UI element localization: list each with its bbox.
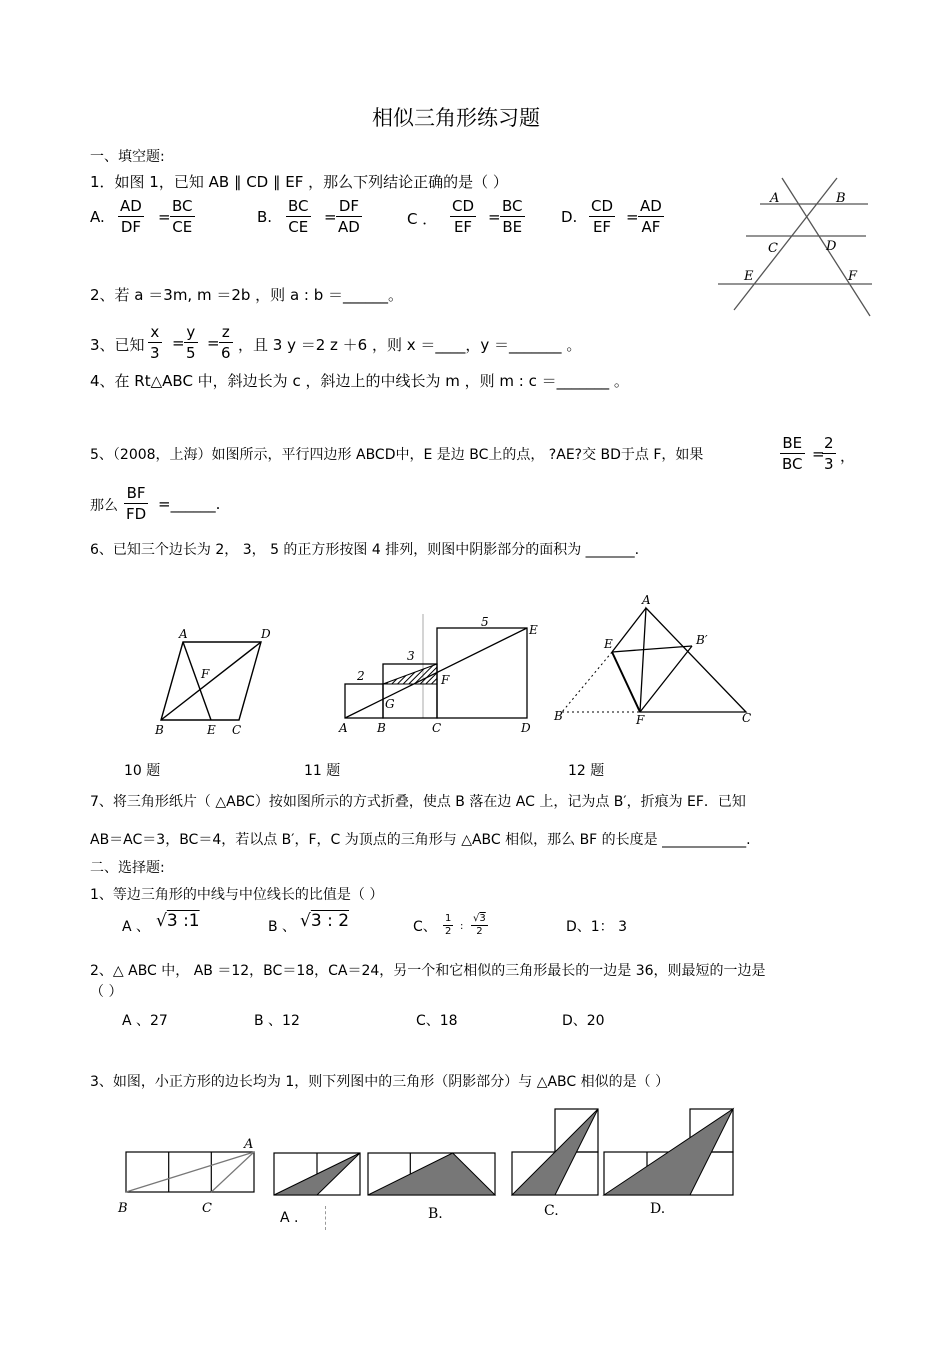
q2-text: 2、若 a ＝3m, m ＝2b ，则 a : b ＝______。: [90, 286, 404, 304]
c2-paren: （ ）: [90, 984, 123, 1000]
q3-eq-1: =: [172, 334, 185, 352]
c1-option-b-label: B 、: [268, 919, 297, 935]
fig11-label-d: D: [521, 721, 531, 735]
q1-option-a-label: A.: [90, 208, 105, 226]
fig10-label-b: B: [155, 723, 164, 737]
caption-fig10: 10 题: [124, 763, 161, 779]
q3-prefix: 3、已知: [90, 336, 145, 354]
fig10-label-c: C: [232, 723, 242, 737]
c1-c-frac-2: $\frac{√3}{2}$: [473, 913, 486, 937]
fig10-label-f: F: [201, 667, 210, 681]
fig11-label-e: E: [529, 623, 538, 637]
q1-stem: 1．如图 1，已知 AB ∥ CD ∥ EF ，那么下列结论正确的是（ ）: [90, 173, 508, 191]
q1-c-right-frac: $\frac{BC}{BE}$: [502, 197, 523, 236]
q3-eq-2: =: [207, 334, 220, 352]
c1-stem: 1、等边三角形的中线与中位线长的比值是（ ）: [90, 887, 384, 903]
section-choice: 二、选择题:: [90, 860, 165, 876]
c2-stem: 2、△ ABC 中， AB ＝12，BC＝18，CA＝24，另一个和它相似的三角形最长的一边是 36，则最短的一边是: [90, 963, 766, 979]
c1-option-a-value: 3 :1: [166, 911, 200, 931]
caption-fig12: 12 题: [568, 763, 605, 779]
q1-c-left-frac: $\frac{CD}{EF}$: [452, 197, 475, 236]
c3-option-d: D.: [650, 1201, 666, 1217]
fig11-label-5: 5: [481, 615, 489, 629]
fig11-label-f: F: [441, 673, 450, 687]
q1-a-right-frac: $\frac{BC}{CE}$: [172, 197, 193, 236]
q5-line2-suffix: =______.: [158, 495, 221, 513]
page-title: 相似三角形练习题: [372, 106, 540, 130]
fig10-label-a: A: [179, 627, 188, 641]
c3-label-c: C: [202, 1201, 212, 1216]
fig11-label-b: B: [377, 721, 386, 735]
fig12-label-b: B: [554, 709, 563, 723]
fig11-label-a: A: [339, 721, 348, 735]
c3-label-b: B: [118, 1201, 128, 1216]
c3-stem: 3、如图，小正方形的边长均为 1，则下列图中的三角形（阴影部分）与 △ABC 相似的是（ ）: [90, 1074, 670, 1090]
c3-option-a: A .: [280, 1210, 299, 1226]
q5-comma: ，: [840, 447, 856, 465]
q3-frac-z: $\frac{z}{6}$: [221, 323, 231, 362]
c1-option-d: D、1： 3: [566, 919, 628, 935]
c1-option-a-label: A 、: [122, 919, 151, 935]
c3-figure-option-a: [272, 1150, 364, 1200]
c3-option-b: B.: [428, 1206, 443, 1222]
q1-c-eq: =: [488, 208, 501, 226]
q1-d-left-frac: $\frac{CD}{EF}$: [591, 197, 614, 236]
fig1-label-b: B: [836, 191, 846, 206]
fig12-label-c: C: [742, 711, 752, 725]
c1-c-colon: :: [460, 921, 464, 932]
q1-a-eq: =: [158, 208, 171, 226]
c2-option-a: A 、27: [122, 1013, 168, 1029]
fig1-label-c: C: [768, 241, 778, 256]
c2-option-d: D、20: [562, 1013, 605, 1029]
c1-option-c-label: C、: [413, 919, 437, 935]
q5-text: 5、（2008，上海）如图所示，平行四边形 ABCD中，E 是边 BC上的点， ?AE?交 BD于点 F，如果: [90, 447, 704, 463]
fig1-label-d: D: [826, 239, 837, 254]
fig12-label-a: A: [642, 593, 651, 607]
c3-figure-option-c: [510, 1106, 602, 1198]
caption-fig11: 11 题: [304, 763, 341, 779]
q1-b-left-frac: $\frac{BC}{CE}$: [288, 197, 309, 236]
figure-10-parallelogram: [145, 622, 285, 742]
q5-frac-2-3: $\frac{2}{3}$: [824, 434, 834, 473]
c1-c-frac-1: $\frac{1}{2}$: [445, 913, 452, 937]
figure-1-parallel-lines: [710, 170, 880, 320]
figure-11-three-squares: [335, 610, 555, 740]
fig11-label-g: G: [385, 697, 395, 711]
c3-dashed-divider: [325, 1206, 326, 1230]
fig12-label-f: F: [636, 713, 645, 727]
c1-option-a-sqrt: √3 :1: [156, 911, 200, 931]
q1-b-right-frac: $\frac{DF}{AD}$: [338, 197, 360, 236]
c2-option-b: B 、12: [254, 1013, 300, 1029]
q4-text: 4、在 Rt△ABC 中，斜边长为 c ，斜边上的中线长为 m ，则 m : c ＝_______ 。: [90, 372, 629, 390]
q5-frac-bf-fd: $\frac{BF}{FD}$: [126, 484, 147, 523]
c3-figure-option-d: [602, 1106, 736, 1198]
fig12-label-bprime: B′: [696, 633, 708, 647]
c2-option-c: C、18: [416, 1013, 458, 1029]
q5-eq: =: [812, 445, 825, 463]
c3-option-c: C.: [544, 1203, 559, 1219]
q1-d-eq: =: [626, 208, 639, 226]
fig12-label-e: E: [604, 637, 613, 651]
fig1-label-f: F: [848, 269, 858, 284]
fig1-label-e: E: [744, 269, 754, 284]
q5-line2-prefix: 那么: [90, 498, 118, 514]
figure-12-folded-triangle: [550, 590, 770, 735]
section-fill-blank: 一、填空题:: [90, 149, 165, 165]
c1-option-b-sqrt: √3 : 2: [300, 911, 350, 931]
q1-option-b-label: B.: [257, 208, 273, 226]
fig11-label-c: C: [432, 721, 442, 735]
q5-frac-be-bc: $\frac{BE}{BC}$: [782, 434, 803, 473]
q1-a-left-frac: $\frac{AD}{DF}$: [120, 197, 142, 236]
c3-label-a: A: [244, 1137, 254, 1152]
c3-figure-option-b: [366, 1150, 498, 1200]
c1-option-b-value: 3 : 2: [310, 911, 350, 931]
fig11-label-3: 3: [407, 649, 415, 663]
q7-line1: 7、将三角形纸片（ △ABC）按如图所示的方式折叠，使点 B 落在边 AC 上，记为点 B′，折痕为 EF．已知: [90, 794, 746, 810]
fig1-label-a: A: [770, 191, 780, 206]
q1-option-d-label: D.: [561, 208, 578, 226]
q1-d-right-frac: $\frac{AD}{AF}$: [640, 197, 662, 236]
q3-suffix: ，且 3 y ＝2 z ＋6 ，则 x ＝____，y ＝_______ 。: [238, 336, 582, 354]
c3-figure-reference: [112, 1132, 272, 1222]
q1-b-eq: =: [324, 208, 337, 226]
q1-option-c-label: C ．: [407, 210, 438, 228]
fig11-label-2: 2: [357, 669, 365, 683]
q3-frac-x: $\frac{x}{3}$: [150, 323, 160, 362]
q6-text: 6、已知三个边长为 2， 3， 5 的正方形按图 4 排列，则图中阴影部分的面积为 _______.: [90, 542, 640, 558]
q3-frac-y: $\frac{y}{5}$: [186, 323, 196, 362]
q7-line2: AB＝AC＝3，BC＝4，若以点 B′，F，C 为顶点的三角形与 △ABC 相似，那么 BF 的长度是 ____________.: [90, 832, 751, 848]
fig10-label-d: D: [261, 627, 271, 641]
fig10-label-e: E: [207, 723, 216, 737]
